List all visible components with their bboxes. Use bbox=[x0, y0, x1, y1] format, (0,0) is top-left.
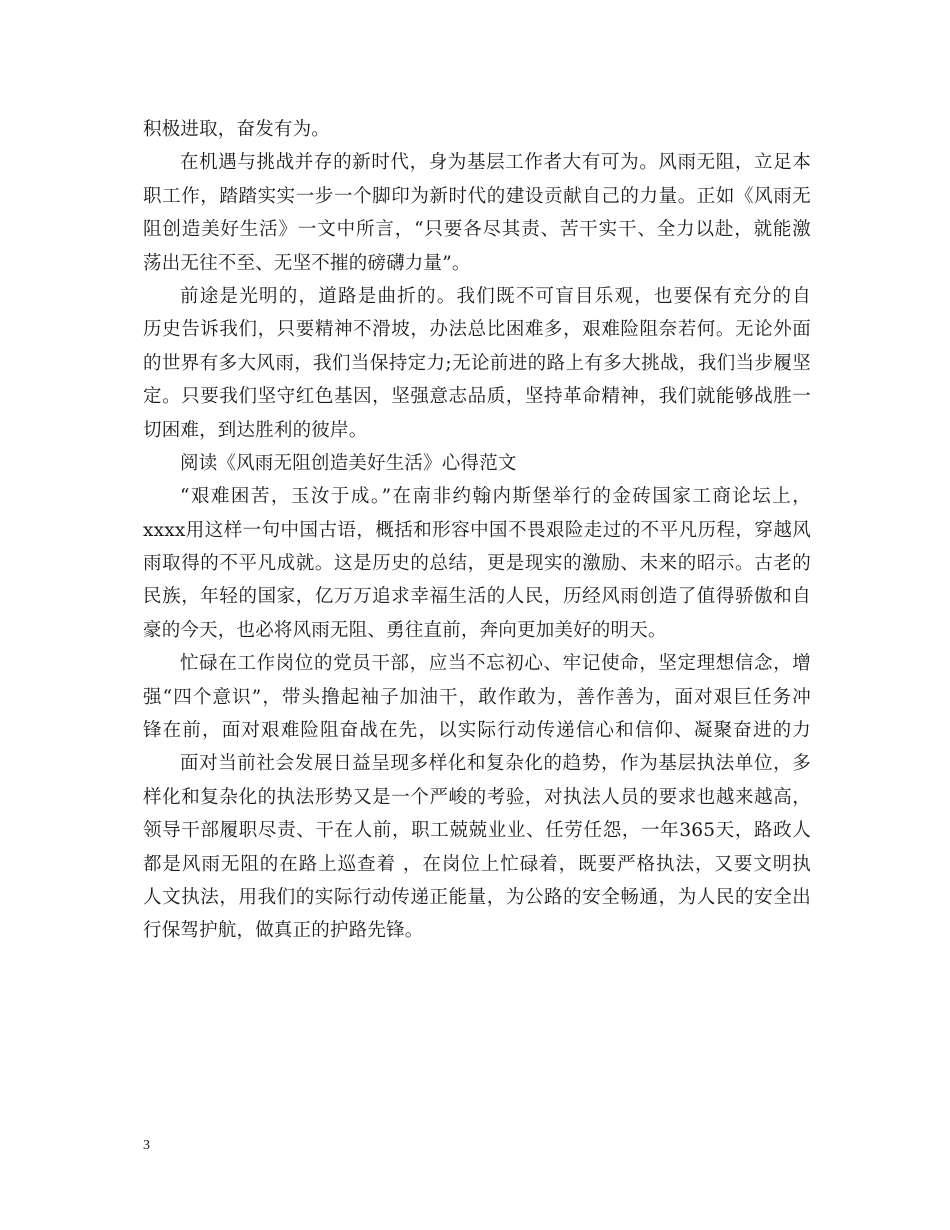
text-line: 忙碌在工作岗位的党员干部，应当不忘初心、牢记使命，坚定理想信念，增 bbox=[180, 653, 811, 675]
text-line: 锋在前，面对艰难险阻奋战在先，以实际行动传递信心和信仰、凝聚奋进的力 bbox=[143, 720, 811, 742]
text-line: 豪的今天，也必将风雨无阻、勇往直前，奔向更加美好的明天。 bbox=[143, 619, 667, 641]
text-line: 的世界有多大风雨，我们当保持定力;无论前进的路上有多大挑战，我们当步履坚 bbox=[143, 352, 811, 374]
text-line: 强“四个意识”，带头撸起袖子加油干，敢作敢为，善作善为，面对艰巨任务冲 bbox=[143, 686, 811, 708]
text-line: 面对当前社会发展日益呈现多样化和复杂化的趋势，作为基层执法单位，多 bbox=[180, 753, 811, 775]
text-line: 人文执法，用我们的实际行动传递正能量，为公路的安全畅通，为人民的安全出 bbox=[143, 886, 811, 908]
text-line: 积极进取，奋发有为。 bbox=[143, 119, 331, 140]
text-line: 样化和复杂化的执法形势又是一个严峻的考验，对执法人员的要求也越来越高， bbox=[143, 786, 811, 808]
text-line: 前途是光明的，道路是曲折的。我们既不可盲目乐观，也要保有充分的自 bbox=[180, 285, 811, 307]
text-line: 行保驾护航，做真正的护路先锋。 bbox=[143, 920, 424, 942]
text-line: 历史告诉我们，只要精神不滑坡，办法总比困难多，艰难险阻奈若何。无论外面 bbox=[143, 319, 811, 341]
text-line: 荡出无往不至、无坚不摧的磅礴力量”。 bbox=[143, 252, 471, 274]
page-number: 3 bbox=[143, 1138, 150, 1153]
text-line: 都是风雨无阻的在路上巡查着 ，在岗位上忙碌着，既要严格执法，又要文明执 bbox=[143, 853, 811, 875]
text-line: 定。只要我们坚守红色基因，坚强意志品质，坚持革命精神，我们就能够战胜一 bbox=[143, 386, 811, 408]
text-line: xxxx用这样一句中国古语，概括和形容中国不畏艰险走过的不平凡历程，穿越风 bbox=[143, 519, 811, 541]
text-line: 切困难，到达胜利的彼岸。 bbox=[143, 419, 368, 441]
section-heading: 阅读《风雨无阻创造美好生活》心得范文 bbox=[180, 452, 517, 474]
document-body bbox=[143, 113, 811, 948]
text-line: “艰难困苦，玉汝于成。”在南非约翰内斯堡举行的金砖国家工商论坛上， bbox=[180, 486, 811, 508]
text-line: 在机遇与挑战并存的新时代，身为基层工作者大有可为。风雨无阻，立足本 bbox=[180, 152, 811, 174]
text-line: 民族，年轻的国家，亿万万追求幸福生活的人民，历经风雨创造了值得骄傲和自 bbox=[143, 586, 811, 608]
text-line: 雨取得的不平凡成就。这是历史的总结，更是现实的激励、未来的昭示。古老的 bbox=[143, 553, 811, 575]
text-line: 阻创造美好生活》一文中所言，“只要各尽其责、苦干实干、全力以赴，就能激 bbox=[143, 219, 811, 241]
text-line: 职工作，踏踏实实一步一个脚印为新时代的建设贡献自己的力量。正如《风雨无 bbox=[143, 185, 811, 207]
text-line: 领导干部履职尽责、干在人前，职工兢兢业业、任劳任怨，一年365天，路政人 bbox=[143, 820, 811, 842]
